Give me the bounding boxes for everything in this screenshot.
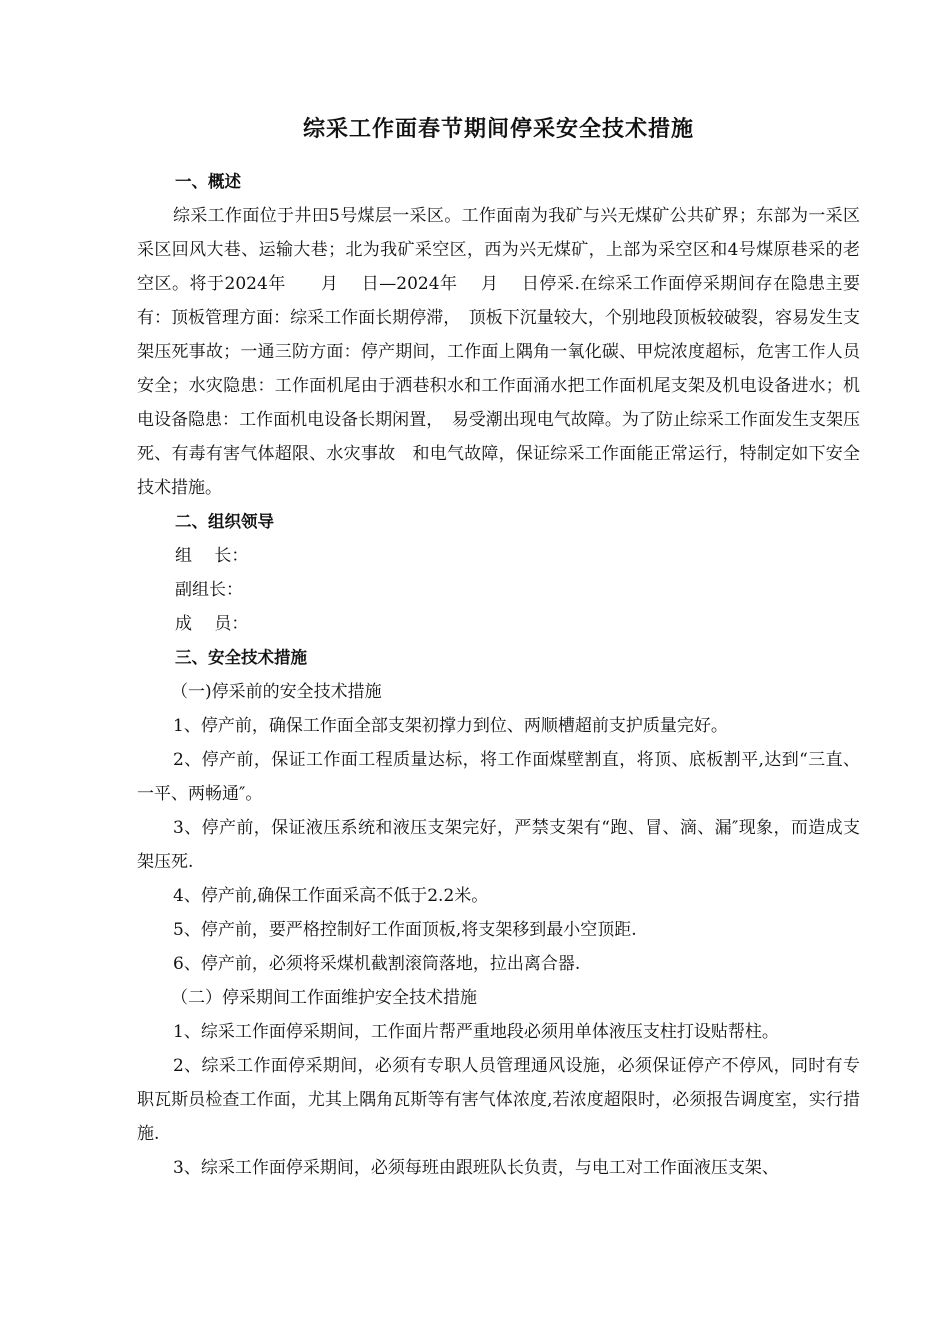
list-item: 2、综采工作面停采期间，必须有专职人员管理通风设施，必须保证停产不停风，同时有专职瓦斯员检查工作面，尤其上隅角瓦斯等有害气体浓度,若浓度超限时，必须报告调度室，实行措施. — [137, 1056, 860, 1144]
list-item: 2、停产前，保证工作面工程质量达标，将工作面煤壁割直，将顶、底板割平,达到“三直、一平、两畅通″。 — [137, 750, 860, 804]
document-title: 综采工作面春节期间停采安全技术措施 — [302, 117, 694, 142]
section-heading-organization: 二、组织领导 — [175, 512, 274, 531]
org-members-line: 成 员： — [175, 614, 249, 634]
subsection-heading-pre-stop: （一)停采前的安全技术措施 — [171, 682, 382, 702]
list-item: 6、停产前，必须将采煤机截割滚筒落地，拉出离合器. — [173, 954, 581, 974]
list-item: 3、停产前，保证液压系统和液压支架完好，严禁支架有“跑、冒、滴、漏″现象，而造成支架压死. — [137, 818, 860, 872]
org-deputy-line: 副组长： — [175, 580, 243, 600]
list-item: 1、停产前，确保工作面全部支架初撑力到位、两顺槽超前支护质量完好。 — [173, 716, 728, 736]
section-heading-safety-measures: 三、安全技术措施 — [175, 648, 307, 667]
list-item: 3、综采工作面停采期间，必须每班由跟班队长负责，与电工对工作面液压支架、 — [173, 1158, 779, 1178]
org-leader-line: 组 长： — [175, 546, 249, 566]
list-item: 1、综采工作面停采期间，工作面片帮严重地段必须用单体液压支柱打设贴帮柱。 — [173, 1022, 779, 1042]
list-item: 5、停产前，要严格控制好工作面顶板,将支架移到最小空顶距. — [173, 920, 637, 940]
overview-paragraph: 综采工作面位于井田5号煤层一采区。工作面南为我矿与兴无煤矿公共矿界；东部为一采区采区回风大巷、运输大巷；北为我矿采空区，西为兴无煤矿，上部为采空区和4号煤原巷采的老空区。将于2024年 月 日—2024年 月 日停采.在综采工作面停采期间存在隐患主要有：顶板管理方面：综采工作面长期停滞， 顶板下沉量较大，个别地段顶板较破裂，容易发生支架压死事故；一通三防方面：停产期间，工作面上隅角一氧化碳、甲烷浓度超标，危害工作人员安全；水灾隐患：工作面机尾由于洒巷积水和工作面涌水把工作面机尾支架及机电设备进水；机电设备隐患：工作面机电设备长期闲置， 易受潮出现电气故障。为了防止综采工作面发生支架压死、有毒有害气体超限、水灾事故 和电气故障，保证综采工作面能正常运行，特制定如下安全技术措施。 — [137, 206, 860, 498]
section-heading-overview: 一、概述 — [175, 172, 241, 191]
subsection-heading-during-stop: （二）停采期间工作面维护安全技术措施 — [171, 988, 477, 1008]
list-item: 4、停产前,确保工作面采高不低于2.2米。 — [173, 886, 489, 906]
